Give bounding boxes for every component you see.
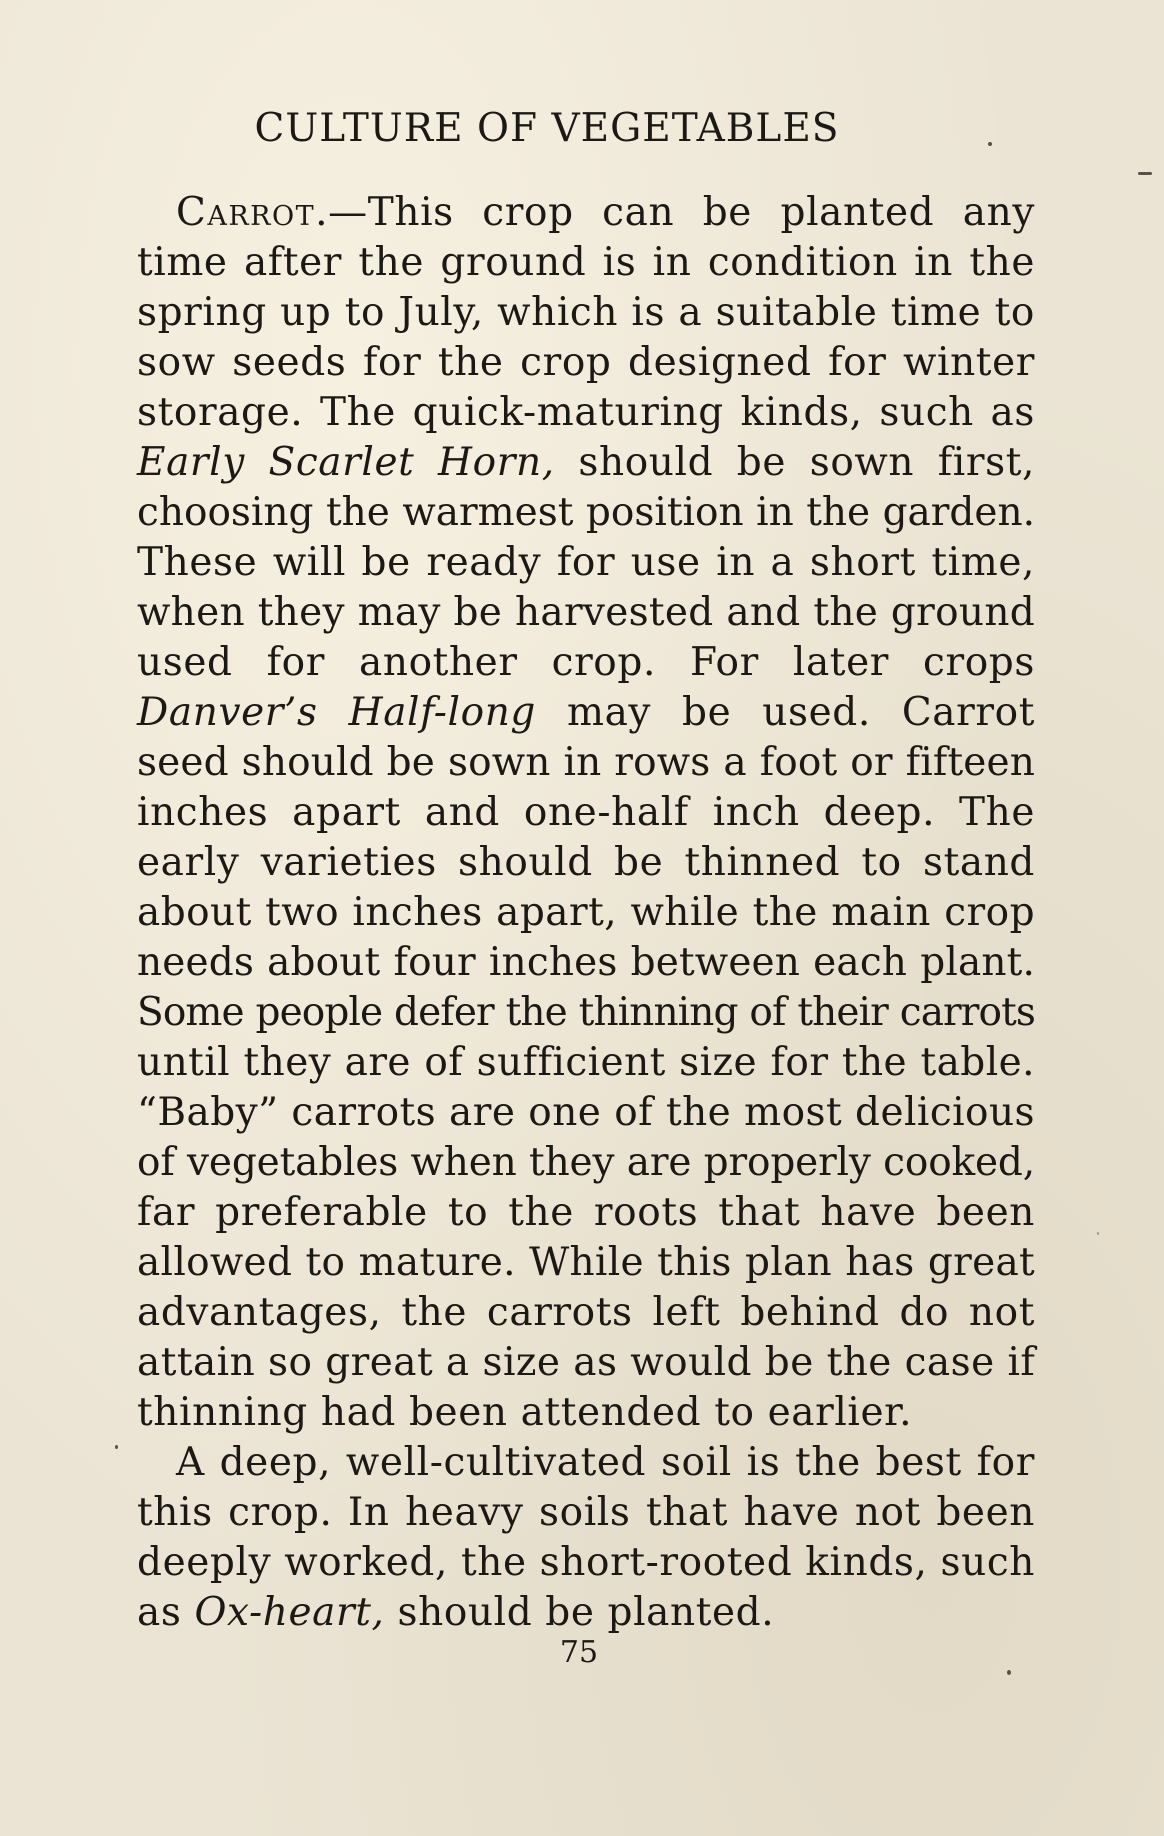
text-line bbox=[137, 188, 1035, 238]
text-line: spring up to July, which is a suitable time to bbox=[137, 290, 1035, 335]
text-line: A deep, well-cultivated soil is the best for bbox=[176, 1440, 1035, 1485]
text-span: should be sown first, bbox=[554, 440, 1035, 485]
text-line: far preferable to the roots that have been bbox=[137, 1190, 1035, 1235]
paper-speck bbox=[1138, 172, 1152, 175]
text-span: as bbox=[137, 1590, 195, 1635]
text-line: until they are of sufficient size for the table. bbox=[137, 1040, 1035, 1085]
paragraph-soil bbox=[137, 1438, 1035, 1638]
text-line bbox=[137, 688, 1035, 738]
page-number: 75 bbox=[559, 1635, 599, 1670]
text-line: These will be ready for use in a short time, bbox=[137, 540, 1035, 585]
text-line: needs about four inches between each plant. bbox=[137, 940, 1035, 985]
text-line: time after the ground is in condition in the bbox=[137, 240, 1035, 285]
text-line: deeply worked, the short-rooted kinds, such bbox=[137, 1540, 1035, 1585]
variety-name: Early Scarlet Horn, bbox=[137, 440, 555, 485]
section-heading-carrot: Carrot bbox=[176, 190, 316, 235]
text-span: may be used. Carrot bbox=[536, 690, 1035, 735]
text-line: sow seeds for the crop designed for winter bbox=[137, 340, 1035, 385]
text-line bbox=[137, 438, 1035, 488]
text-line: early varieties should be thinned to stand bbox=[137, 840, 1035, 885]
text-line: choosing the warmest position in the garden. bbox=[137, 490, 1035, 535]
paper-speck bbox=[1007, 1670, 1011, 1675]
text-line: allowed to mature. While this plan has great bbox=[137, 1240, 1035, 1285]
text-line: when they may be harvested and the ground bbox=[137, 590, 1035, 635]
body-text bbox=[137, 188, 1035, 1638]
variety-name: Danver’s Half-long bbox=[137, 690, 536, 735]
text-line: “Baby” carrots are one of the most delicious bbox=[137, 1090, 1035, 1135]
paper-speck bbox=[988, 142, 992, 146]
text-line: about two inches apart, while the main crop bbox=[137, 890, 1035, 935]
text-line: used for another crop. For later crops bbox=[137, 640, 1035, 685]
text-line: storage. The quick-maturing kinds, such as bbox=[137, 390, 1035, 435]
paper-speck bbox=[115, 1445, 118, 1449]
text-line: seed should be sown in rows a foot or fifteen bbox=[137, 740, 1035, 785]
text-line: this crop. In heavy soils that have not been bbox=[137, 1490, 1035, 1535]
text-line: inches apart and one-half inch deep. The bbox=[137, 790, 1035, 835]
text-span: .—This crop can be planted any bbox=[315, 190, 1035, 235]
running-head: CULTURE OF VEGETABLES bbox=[254, 106, 840, 151]
text-line: attain so great a size as would be the case if bbox=[137, 1340, 1036, 1385]
text-line: advantages, the carrots left behind do not bbox=[137, 1290, 1035, 1335]
text-line bbox=[137, 1588, 1035, 1638]
text-line: of vegetables when they are properly cooked, bbox=[137, 1140, 1035, 1185]
text-line: Some people defer the thinning of their carrots bbox=[137, 990, 1035, 1035]
text-line: thinning had been attended to earlier. bbox=[137, 1390, 913, 1435]
paragraph-carrot bbox=[137, 188, 1035, 1438]
variety-name: Ox-heart, bbox=[194, 1590, 385, 1635]
paper-speck bbox=[1097, 1232, 1099, 1235]
text-span: should be planted. bbox=[384, 1590, 775, 1635]
